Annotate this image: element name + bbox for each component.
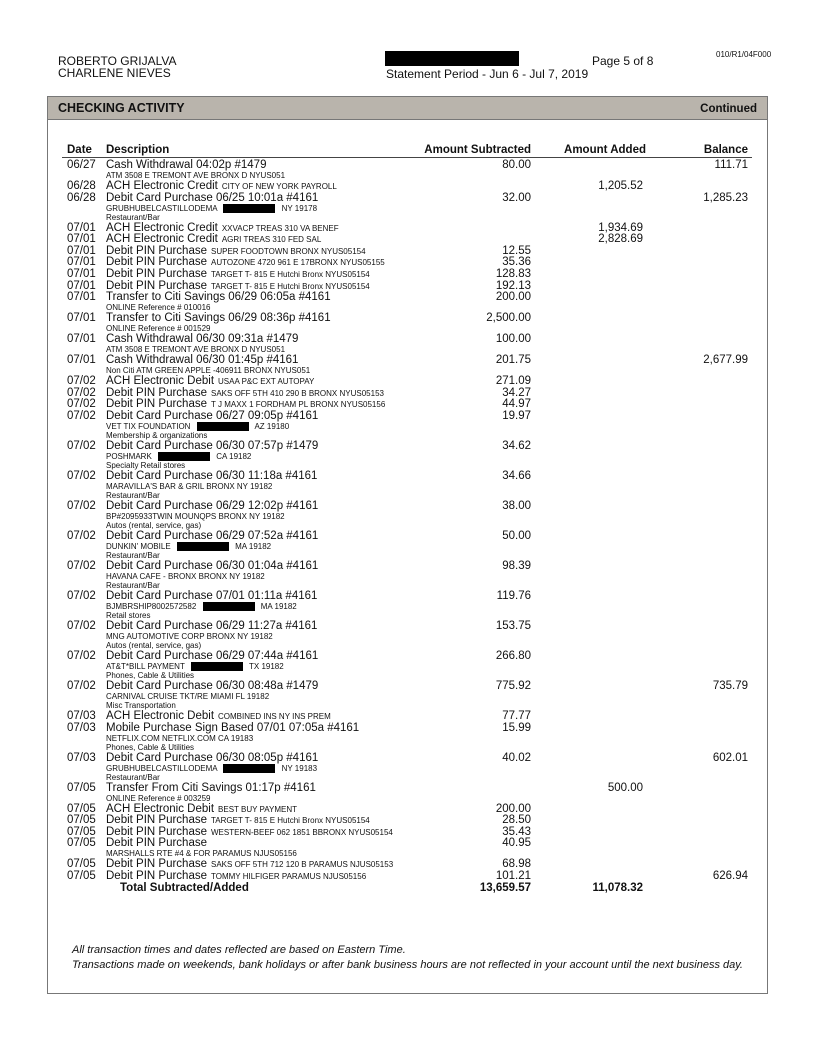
- transaction-date: 06/27: [67, 159, 96, 171]
- amount-added: 1,205.52: [598, 180, 643, 192]
- transaction-detail: [106, 611, 317, 620]
- amount-subtracted: 40.02: [502, 751, 531, 764]
- transaction-description: [106, 837, 297, 858]
- transaction-date: 07/02: [67, 619, 96, 632]
- amount-subtracted: 32.00: [502, 191, 531, 204]
- detail-text: DUNKIN' MOBILE: [106, 541, 173, 551]
- transaction-date: 07/01: [67, 221, 96, 234]
- detail-text: Retail stores: [106, 610, 151, 620]
- detail-text: POSHMARK: [106, 451, 155, 461]
- transaction-type: Transfer to Citi Savings 06/29 06:05a #4161: [106, 291, 331, 304]
- transaction-type: Debit Card Purchase 06/30 11:18a #4161: [106, 469, 318, 482]
- amount-subtracted: 192.13: [495, 279, 531, 292]
- transaction-row: [48, 650, 767, 680]
- transaction-date: 07/05: [67, 869, 96, 882]
- transaction-date: 07/01: [67, 312, 96, 325]
- detail-text: TX 19182: [246, 661, 284, 671]
- note-processing: Transactions made on weekends, bank holidays or after bank business hours are not reflected in your account until the next business day.: [72, 959, 743, 971]
- transaction-row: [48, 722, 767, 752]
- transaction-detail: [106, 632, 317, 641]
- transaction-detail: [106, 662, 318, 671]
- transaction-type: Debit PIN Purchase: [106, 837, 207, 850]
- transaction-row: [48, 159, 767, 180]
- amount-subtracted: 2,500.00: [486, 312, 531, 325]
- detail-text: Restaurant/Bar: [106, 580, 160, 590]
- transaction-merchant: TARGET T- 815 E Hutchi Bronx NYUS05154: [211, 269, 370, 279]
- transaction-date: 07/01: [67, 256, 96, 269]
- amount-subtracted: 34.27: [502, 386, 531, 399]
- col-header-balance: Balance: [703, 144, 748, 156]
- transaction-merchant: AGRI TREAS 310 FED SAL: [221, 235, 322, 245]
- amount-subtracted: 34.62: [502, 439, 531, 452]
- transaction-detail: [106, 572, 318, 581]
- transaction-row: [48, 354, 767, 375]
- transaction-description: [106, 410, 318, 440]
- transaction-merchant: AUTOZONE 4720 961 E 17BRONX NYUS05155: [211, 258, 385, 268]
- transaction-description: [106, 440, 318, 470]
- transaction-type: Debit Card Purchase 07/01 01:11a #4161: [106, 589, 318, 602]
- transaction-detail: [106, 671, 318, 680]
- transaction-description: [106, 354, 310, 375]
- transaction-date: 07/05: [67, 837, 96, 850]
- transaction-date: 07/03: [67, 751, 96, 764]
- transaction-type: Transfer From Citi Savings 01:17p #4161: [106, 781, 316, 794]
- transaction-merchant: XXVACP TREAS 310 VA BENEF: [221, 223, 339, 233]
- detail-text: GRUBHUBELCASTILLODEMA: [106, 203, 220, 213]
- detail-text: Restaurant/Bar: [106, 550, 160, 560]
- redaction-bar: [197, 422, 249, 431]
- transaction-type: Debit PIN Purchase: [106, 398, 207, 411]
- balance: 626.94: [712, 869, 748, 882]
- detail-text: NETFLIX.COM NETFLIX.COM CA 19183: [106, 733, 254, 743]
- transaction-description: [106, 530, 318, 560]
- transaction-row: [48, 560, 767, 590]
- col-header-amount-added: Amount Added: [564, 144, 646, 156]
- transaction-detail: [106, 542, 318, 551]
- transaction-row: [48, 280, 767, 292]
- transaction-description: [106, 312, 331, 333]
- detail-text: Autos (rental, service, gas): [106, 520, 202, 530]
- detail-text: Restaurant/Bar: [106, 772, 160, 782]
- transaction-detail: [106, 692, 318, 701]
- detail-text: MARAVILLA'S BAR & GRIL BRONX NY 19182: [106, 481, 273, 491]
- transaction-date: 07/02: [67, 375, 96, 388]
- transaction-detail: [106, 794, 316, 803]
- transaction-date: 06/28: [67, 191, 96, 204]
- detail-text: CA 19182: [214, 451, 252, 461]
- amount-subtracted: 200.00: [495, 291, 531, 304]
- balance: 1,285.23: [703, 191, 748, 204]
- detail-text: NY 19178: [279, 203, 318, 213]
- amount-subtracted: 28.50: [502, 814, 531, 827]
- transaction-type: Debit PIN Purchase: [106, 869, 207, 882]
- transaction-type: Debit Card Purchase 06/27 09:05p #4161: [106, 409, 319, 422]
- detail-text: MA 19182: [258, 601, 297, 611]
- transaction-type: ACH Electronic Credit: [106, 233, 218, 246]
- detail-text: HAVANA CAFE - BRONX BRONX NY 19182: [106, 571, 265, 581]
- transaction-row: [48, 333, 767, 354]
- transaction-date: 07/03: [67, 721, 96, 734]
- transaction-row: [48, 782, 767, 803]
- transaction-description: [106, 159, 285, 180]
- transaction-detail: [106, 461, 318, 470]
- transaction-type: Debit Card Purchase 06/29 07:44a #4161: [106, 649, 319, 662]
- amount-subtracted: 201.75: [495, 354, 531, 367]
- amount-subtracted: 77.77: [502, 709, 531, 722]
- transaction-row: [48, 387, 767, 399]
- amount-subtracted: 35.43: [502, 825, 531, 838]
- amount-subtracted: 15.99: [502, 721, 531, 734]
- transaction-row: [48, 620, 767, 650]
- detail-text: ATM 3508 E TREMONT AVE BRONX D NYUS051: [106, 345, 286, 355]
- transaction-detail: [106, 743, 359, 752]
- transaction-description: [106, 722, 359, 752]
- transaction-merchant: SAKS OFF 5TH 410 290 B BRONX NYUS05153: [211, 388, 384, 398]
- transaction-detail: [106, 641, 317, 650]
- transaction-merchant: TARGET T- 815 E Hutchi Bronx NYUS05154: [211, 816, 370, 826]
- transaction-type: Debit PIN Purchase: [106, 256, 207, 269]
- transaction-date: 07/02: [67, 529, 96, 542]
- detail-text: MARSHALLS RTE #4 & FOR PARAMUS NJUS05156: [106, 849, 297, 859]
- transaction-row: [48, 222, 767, 234]
- transaction-detail: [106, 452, 318, 461]
- transaction-type: ACH Electronic Credit: [106, 180, 218, 192]
- note-eastern-time: All transaction times and dates reflected are based on Eastern Time.: [72, 944, 406, 956]
- transaction-merchant: WESTERN-BEEF 062 1851 BBRONX NYUS05154: [211, 827, 393, 837]
- transaction-merchant: BEST BUY PAYMENT: [218, 804, 297, 814]
- transaction-detail: [106, 764, 318, 773]
- section-header-bar: [48, 97, 767, 120]
- amount-subtracted: 12.55: [502, 244, 531, 257]
- transaction-row: [48, 410, 767, 440]
- transaction-date: 07/02: [67, 679, 96, 692]
- amount-subtracted: 80.00: [502, 159, 531, 171]
- transaction-row: [48, 858, 767, 870]
- amount-subtracted: 200.00: [495, 802, 531, 815]
- transaction-description: [106, 782, 316, 803]
- transaction-detail: [106, 345, 298, 354]
- detail-text: NY 19183: [279, 763, 318, 773]
- detail-text: MA 19182: [232, 541, 272, 551]
- amount-subtracted: 266.80: [495, 649, 531, 662]
- transaction-row: [48, 375, 767, 387]
- amount-subtracted: 775.92: [495, 679, 531, 692]
- detail-text: Autos (rental, service, gas): [106, 640, 202, 650]
- transaction-detail: [106, 482, 317, 491]
- transaction-date: 07/01: [67, 291, 96, 304]
- transaction-date: 07/02: [67, 499, 96, 512]
- transaction-date: 07/02: [67, 439, 96, 452]
- transaction-detail: [106, 849, 297, 858]
- transaction-detail: [106, 204, 318, 213]
- transaction-description: [106, 752, 318, 782]
- col-header-description: Description: [106, 144, 170, 156]
- transaction-detail: [106, 491, 317, 500]
- transaction-date: 07/05: [67, 802, 96, 815]
- transaction-description: [106, 620, 317, 650]
- transaction-type: Debit Card Purchase 06/30 01:04a #4161: [106, 559, 319, 572]
- transaction-row: [48, 398, 767, 410]
- redaction-bar: [385, 51, 519, 66]
- transaction-row: [48, 233, 767, 245]
- transaction-date: 07/02: [67, 398, 96, 411]
- transaction-date: 07/01: [67, 244, 96, 257]
- transaction-type: Debit PIN Purchase: [106, 267, 207, 280]
- transaction-date: 07/01: [67, 233, 96, 246]
- transaction-detail: [106, 773, 318, 782]
- transaction-date: 07/02: [67, 559, 96, 572]
- transaction-type: ACH Electronic Debit: [106, 709, 215, 722]
- transaction-detail: [106, 303, 331, 312]
- amount-subtracted: 34.66: [502, 469, 531, 482]
- transaction-type: Debit PIN Purchase: [106, 386, 207, 399]
- amount-subtracted: 100.00: [495, 333, 531, 346]
- transaction-row: [48, 803, 767, 815]
- transaction-row: [48, 590, 767, 620]
- transaction-type: Cash Withdrawal 06/30 09:31a #1479: [106, 333, 299, 346]
- continued-label: Continued: [700, 103, 757, 115]
- detail-text: GRUBHUBELCASTILLODEMA: [106, 763, 220, 773]
- amount-added: 1,934.69: [598, 221, 643, 234]
- transaction-row: [48, 256, 767, 268]
- transaction-merchant: T J MAXX 1 FORDHAM PL BRONX NYUS05156: [211, 400, 386, 410]
- transaction-detail: [106, 171, 285, 180]
- transaction-row: [48, 180, 767, 192]
- amount-subtracted: 35.36: [502, 256, 531, 269]
- transaction-type: Debit Card Purchase 06/30 07:57p #1479: [106, 439, 319, 452]
- redaction-bar: [203, 602, 255, 611]
- amount-subtracted: 50.00: [502, 529, 531, 542]
- transaction-row: [48, 500, 767, 530]
- totals-row: [48, 882, 767, 894]
- transaction-detail: [106, 602, 317, 611]
- detail-text: MNG AUTOMOTIVE CORP BRONX NY 19182: [106, 631, 273, 641]
- amount-subtracted: 101.21: [495, 869, 531, 882]
- transaction-description: [106, 192, 318, 222]
- checking-activity-section: [47, 96, 768, 994]
- transaction-detail: [106, 366, 310, 375]
- transaction-description: [106, 560, 318, 590]
- detail-text: ONLINE Reference # 010016: [106, 303, 211, 313]
- transaction-type: Mobile Purchase Sign Based 07/01 07:05a #4161: [106, 721, 360, 734]
- page-number: Page 5 of 8: [592, 54, 654, 68]
- transaction-type: Transfer to Citi Savings 06/29 08:36p #4161: [106, 312, 331, 325]
- transaction-description: [106, 470, 317, 500]
- transaction-merchant: SAKS OFF 5TH 712 120 B PARAMUS NJUS05153: [211, 860, 394, 870]
- transaction-type: ACH Electronic Debit: [106, 802, 215, 815]
- transaction-description: [106, 590, 317, 620]
- transaction-row: [48, 245, 767, 257]
- amount-subtracted: 271.09: [495, 375, 531, 388]
- transaction-date: 07/01: [67, 354, 96, 367]
- transaction-merchant: TOMMY HILFIGER PARAMUS NJUS05156: [211, 871, 367, 881]
- transaction-merchant: TARGET T- 815 E Hutchi Bronx NYUS05154: [211, 281, 370, 291]
- transaction-detail: [106, 324, 331, 333]
- transaction-merchant: SUPER FOODTOWN BRONX NYUS05154: [211, 246, 366, 256]
- transaction-detail: [106, 581, 318, 590]
- header-rule: [62, 157, 752, 158]
- transaction-description: [106, 333, 298, 354]
- detail-text: ATM 3508 E TREMONT AVE BRONX D NYUS051: [106, 171, 286, 180]
- totals-label: Total Subtracted/Added: [120, 881, 249, 894]
- amount-subtracted: 44.97: [502, 398, 531, 411]
- transaction-date: 07/01: [67, 267, 96, 280]
- redaction-bar: [191, 662, 243, 671]
- transaction-type: Debit Card Purchase 06/30 08:05p #4161: [106, 751, 319, 764]
- transaction-type: Debit PIN Purchase: [106, 244, 207, 257]
- transaction-type: Cash Withdrawal 06/30 01:45p #4161: [106, 354, 299, 367]
- transaction-row: [48, 752, 767, 782]
- transaction-detail: [106, 734, 359, 743]
- transaction-type: Cash Withdrawal 04:02p #1479: [106, 159, 267, 171]
- total-subtracted: 13,659.57: [479, 881, 531, 894]
- transaction-date: 07/02: [67, 386, 96, 399]
- redaction-bar: [177, 542, 229, 551]
- transaction-description: [106, 680, 318, 710]
- amount-subtracted: 68.98: [502, 858, 531, 871]
- detail-text: CARNIVAL CRUISE TKT/RE MIAMI FL 19182: [106, 691, 270, 701]
- transaction-merchant: COMBINED INS NY INS PREM: [218, 711, 331, 721]
- balance: 735.79: [712, 679, 748, 692]
- detail-text: AT&T*BILL PAYMENT: [106, 661, 187, 671]
- transaction-date: 07/02: [67, 409, 96, 422]
- amount-subtracted: 128.83: [495, 267, 531, 280]
- transaction-date: 07/05: [67, 825, 96, 838]
- detail-text: Specialty Retail stores: [106, 460, 186, 470]
- transaction-date: 07/03: [67, 709, 96, 722]
- transaction-row: [48, 814, 767, 826]
- detail-text: BJMBRSHIP8002572582: [106, 601, 199, 611]
- detail-text: ONLINE Reference # 001529: [106, 324, 211, 334]
- transaction-detail: [106, 213, 318, 222]
- transaction-list: [48, 159, 767, 894]
- detail-text: Phones, Cable & Utilities: [106, 670, 195, 680]
- transaction-date: 07/01: [67, 279, 96, 292]
- account-holder-2: CHARLENE NIEVES: [58, 66, 171, 80]
- redaction-bar: [223, 204, 275, 213]
- statement-period: Statement Period - Jun 6 - Jul 7, 2019: [386, 67, 589, 81]
- amount-subtracted: 119.76: [496, 589, 531, 602]
- transaction-date: 07/02: [67, 589, 96, 602]
- transaction-type: Debit Card Purchase 06/29 11:27a #4161: [106, 619, 318, 632]
- transaction-type: Debit PIN Purchase: [106, 279, 207, 292]
- transaction-type: Debit PIN Purchase: [106, 858, 207, 871]
- transaction-row: [48, 680, 767, 710]
- document-code: 010/R1/04F000: [716, 50, 772, 59]
- transaction-row: [48, 530, 767, 560]
- transaction-type: Debit PIN Purchase: [106, 825, 207, 838]
- detail-text: Misc Transportation: [106, 700, 176, 710]
- total-added: 11,078.32: [592, 881, 643, 894]
- transaction-description: [106, 291, 331, 312]
- transaction-row: [48, 268, 767, 280]
- detail-text: AZ 19180: [252, 421, 290, 431]
- amount-subtracted: 38.00: [502, 499, 531, 512]
- transaction-detail: [106, 422, 318, 431]
- transaction-detail: [106, 551, 318, 560]
- transaction-merchant: CITY OF NEW YORK PAYROLL: [221, 182, 337, 191]
- transaction-row: [48, 192, 767, 222]
- detail-text: Non Citi ATM GREEN APPLE -406911 BRONX NYUS051: [106, 366, 311, 376]
- section-title: CHECKING ACTIVITY: [58, 101, 185, 115]
- balance: 2,677.99: [703, 354, 748, 367]
- col-header-amount-subtracted: Amount Subtracted: [424, 144, 531, 156]
- transaction-date: 07/05: [67, 781, 96, 794]
- transaction-row: [48, 837, 767, 858]
- transaction-type: Debit Card Purchase 06/29 07:52a #4161: [106, 529, 319, 542]
- transaction-type: Debit PIN Purchase: [106, 814, 207, 827]
- redaction-bar: [223, 764, 275, 773]
- amount-subtracted: 98.39: [502, 559, 531, 572]
- transaction-row: [48, 710, 767, 722]
- transaction-row: [48, 870, 767, 882]
- detail-text: Restaurant/Bar: [106, 490, 160, 500]
- amount-added: 500.00: [607, 781, 643, 794]
- transaction-date: 07/05: [67, 814, 96, 827]
- transaction-date: 06/28: [67, 180, 96, 192]
- transaction-date: 07/01: [67, 333, 96, 346]
- transaction-detail: [106, 701, 318, 710]
- redaction-bar: [158, 452, 210, 461]
- transaction-row: [48, 312, 767, 333]
- transaction-type: ACH Electronic Credit: [106, 221, 218, 234]
- detail-text: Phones, Cable & Utilities: [106, 742, 195, 752]
- detail-text: Restaurant/Bar: [106, 212, 160, 222]
- transaction-description: [106, 650, 318, 680]
- transaction-date: 07/02: [67, 649, 96, 662]
- transaction-type: Debit Card Purchase 06/29 12:02p #4161: [106, 499, 319, 512]
- detail-text: BP#2095933TWIN MOUNQPS BRONX NY 19182: [106, 511, 285, 521]
- transaction-type: ACH Electronic Debit: [106, 375, 215, 388]
- transaction-detail: [106, 521, 318, 530]
- transaction-merchant: USAA P&C EXT AUTOPAY: [218, 377, 315, 387]
- detail-text: ONLINE Reference # 003259: [106, 793, 211, 803]
- detail-text: VET TIX FOUNDATION: [106, 421, 193, 431]
- transaction-detail: [106, 512, 318, 521]
- transaction-date: 07/02: [67, 469, 96, 482]
- transaction-description: [106, 500, 318, 530]
- transaction-type: Debit Card Purchase 06/25 10:01a #4161: [106, 191, 319, 204]
- transaction-row: [48, 291, 767, 312]
- transaction-row: [48, 440, 767, 470]
- col-header-date: Date: [67, 144, 92, 156]
- transaction-date: 07/05: [67, 858, 96, 871]
- balance: 602.01: [712, 751, 748, 764]
- amount-subtracted: 153.75: [495, 619, 531, 632]
- amount-subtracted: 40.95: [502, 837, 531, 850]
- detail-text: Membership & organizations: [106, 430, 208, 440]
- amount-subtracted: 19.97: [502, 409, 531, 422]
- transaction-detail: [106, 431, 318, 440]
- transaction-type: Debit Card Purchase 06/30 08:48a #1479: [106, 679, 319, 692]
- transaction-row: [48, 470, 767, 500]
- account-holder-1: ROBERTO GRIJALVA: [58, 54, 177, 68]
- balance: 111.71: [714, 159, 748, 171]
- amount-added: 2,828.69: [598, 233, 643, 246]
- transaction-row: [48, 826, 767, 838]
